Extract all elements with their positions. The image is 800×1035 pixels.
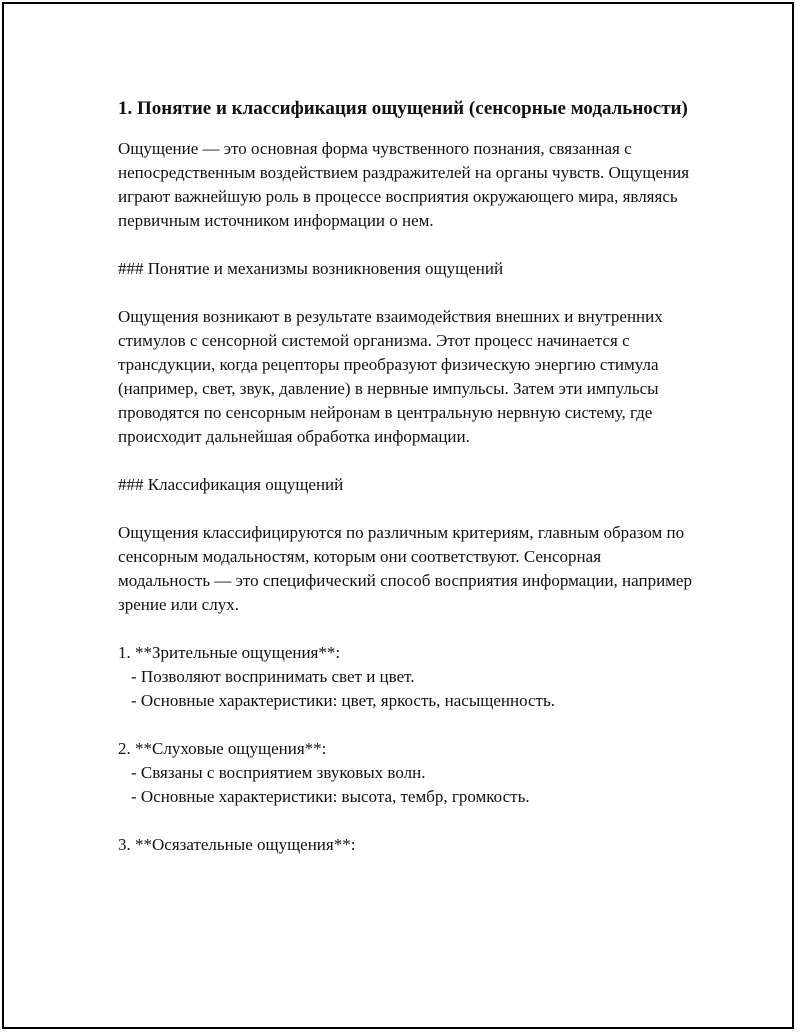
intro-paragraph: Ощущение — это основная форма чувственного познания, связанная с непосредственным воздействием раздражителей на органы чувств. Ощущения играют важнейшую роль в процессе восприятия окружающего мира, являясь первичным источником информации о нем.	[118, 139, 690, 230]
document-title: 1. Понятие и классификация ощущений (сенсорные модальности)	[118, 98, 688, 119]
list-item-heading: 3. **Осязательные ощущения**:	[118, 835, 356, 854]
list-item-auditory	[118, 737, 693, 809]
classification-paragraph: Ощущения классифицируются по различным критериям, главным образом по сенсорным модальностям, которым они соответствуют. Сенсорная модальность — это специфический способ восприятия информации, например зрение или слух.	[118, 523, 692, 614]
section-heading-mechanisms: ### Понятие и механизмы возникновения ощущений	[118, 259, 504, 278]
list-item-detail: - Позволяют воспринимать свет и цвет.	[131, 667, 415, 686]
list-item-visual	[118, 641, 693, 713]
section-heading-classification: ### Классификация ощущений	[118, 475, 344, 494]
document-body	[118, 95, 693, 881]
list-item-tactile	[118, 833, 693, 857]
list-item-heading: 2. **Слуховые ощущения**:	[118, 739, 327, 758]
list-item-detail: - Связаны с восприятием звуковых волн.	[131, 763, 426, 782]
mechanisms-paragraph: Ощущения возникают в результате взаимодействия внешних и внутренних стимулов с сенсорной системой организма. Этот процесс начинается с трансдукции, когда рецепторы преобразуют физическую энергию стимула (например, свет, звук, давление) в нервные импульсы. Затем эти импульсы проводятся по сенсорным нейронам в центральную нервную систему, где происходит дальнейшая обработка информации.	[118, 307, 663, 446]
list-item-detail: - Основные характеристики: высота, тембр, громкость.	[131, 787, 530, 806]
list-item-heading: 1. **Зрительные ощущения**:	[118, 643, 341, 662]
list-item-detail: - Основные характеристики: цвет, яркость, насыщенность.	[131, 691, 555, 710]
